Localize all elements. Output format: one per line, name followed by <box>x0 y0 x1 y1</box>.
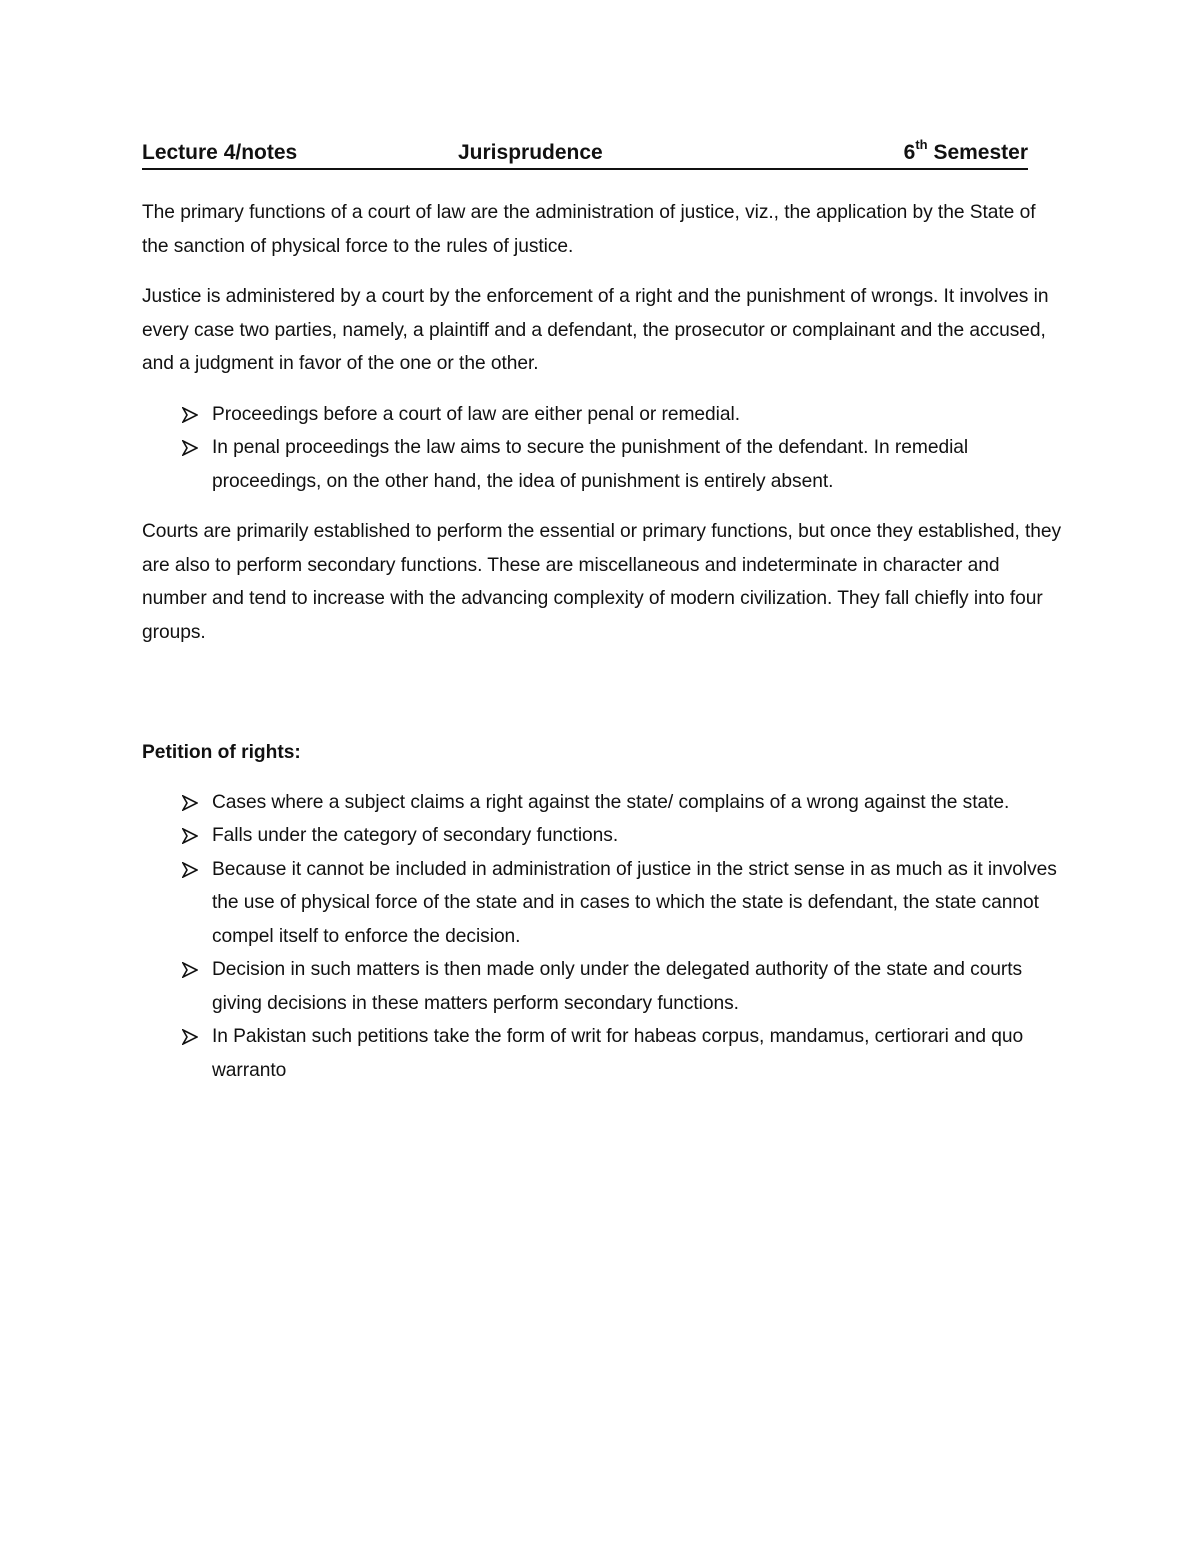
paragraph-justice-administered: Justice is administered by a court by the enforcement of a right and the punishment of wrongs. It involves in every case two parties, namely, a plaintiff and a defendant, the prosecutor or complainant and the accused, and a judgment in favor of the one or the other. <box>142 286 1049 374</box>
section-title-petition-of-rights: Petition of rights: <box>142 742 301 763</box>
arrowhead-bullet-icon <box>182 862 198 878</box>
semester-number: 6 <box>903 141 916 164</box>
header-lecture: Lecture 4/notes <box>142 141 298 164</box>
list-item-text: Because it cannot be included in administration of justice in the strict sense in as much as it involves the use of physical force of the state and in cases to which the state is defendant, the state cannot compel itself to enforce the decision. <box>212 858 1057 947</box>
list-item-text: Decision in such matters is then made only under the delegated authority of the state and courts giving decisions in these matters perform secondary functions. <box>212 959 1023 1014</box>
paragraph-courts-established: Courts are primarily established to perform the essential or primary functions, but once they established, they are also to perform secondary functions. These are miscellaneous and indeterminate in character and number and tend to increase with the advancing complexity of modern civilization. They fall chiefly into four groups. <box>142 521 1062 643</box>
arrowhead-bullet-icon <box>182 440 198 456</box>
list-item <box>142 431 1062 498</box>
list-item <box>142 853 1062 954</box>
semester-ordinal-suffix: th <box>915 137 928 152</box>
proceedings-list <box>142 398 1062 499</box>
list-item <box>142 786 1062 820</box>
list-item-text: Proceedings before a court of law are either penal or remedial. <box>212 403 741 425</box>
list-item-text: In Pakistan such petitions take the form of writ for habeas corpus, mandamus, certiorari and quo warranto <box>212 1026 1024 1081</box>
spacer <box>142 666 1062 736</box>
list-item-text: In penal proceedings the law aims to secure the punishment of the defendant. In remedial proceedings, on the other hand, the idea of punishment is entirely absent. <box>212 437 969 492</box>
list-item-text: Cases where a subject claims a right against the state/ complains of a wrong against the state. <box>212 791 1010 813</box>
list-item <box>142 398 1062 432</box>
document-header <box>142 138 1028 170</box>
list-item-text: Falls under the category of secondary functions. <box>212 825 619 846</box>
list-item <box>142 1020 1062 1087</box>
arrowhead-bullet-icon <box>182 795 198 811</box>
document-page <box>142 138 1062 1104</box>
arrowhead-bullet-icon <box>182 962 198 978</box>
header-semester <box>882 138 1028 168</box>
paragraph-primary-functions: The primary functions of a court of law are the administration of justice, viz., the application by the State of the sanction of physical force to the rules of justice. <box>142 202 1036 257</box>
arrowhead-bullet-icon <box>182 407 198 423</box>
list-item <box>142 953 1062 1020</box>
arrowhead-bullet-icon <box>182 828 198 844</box>
list-item <box>142 819 1062 853</box>
arrowhead-bullet-icon <box>182 1029 198 1045</box>
petition-list <box>142 786 1062 1088</box>
semester-word: Semester <box>933 141 1028 164</box>
header-subject: Jurisprudence <box>458 141 603 164</box>
